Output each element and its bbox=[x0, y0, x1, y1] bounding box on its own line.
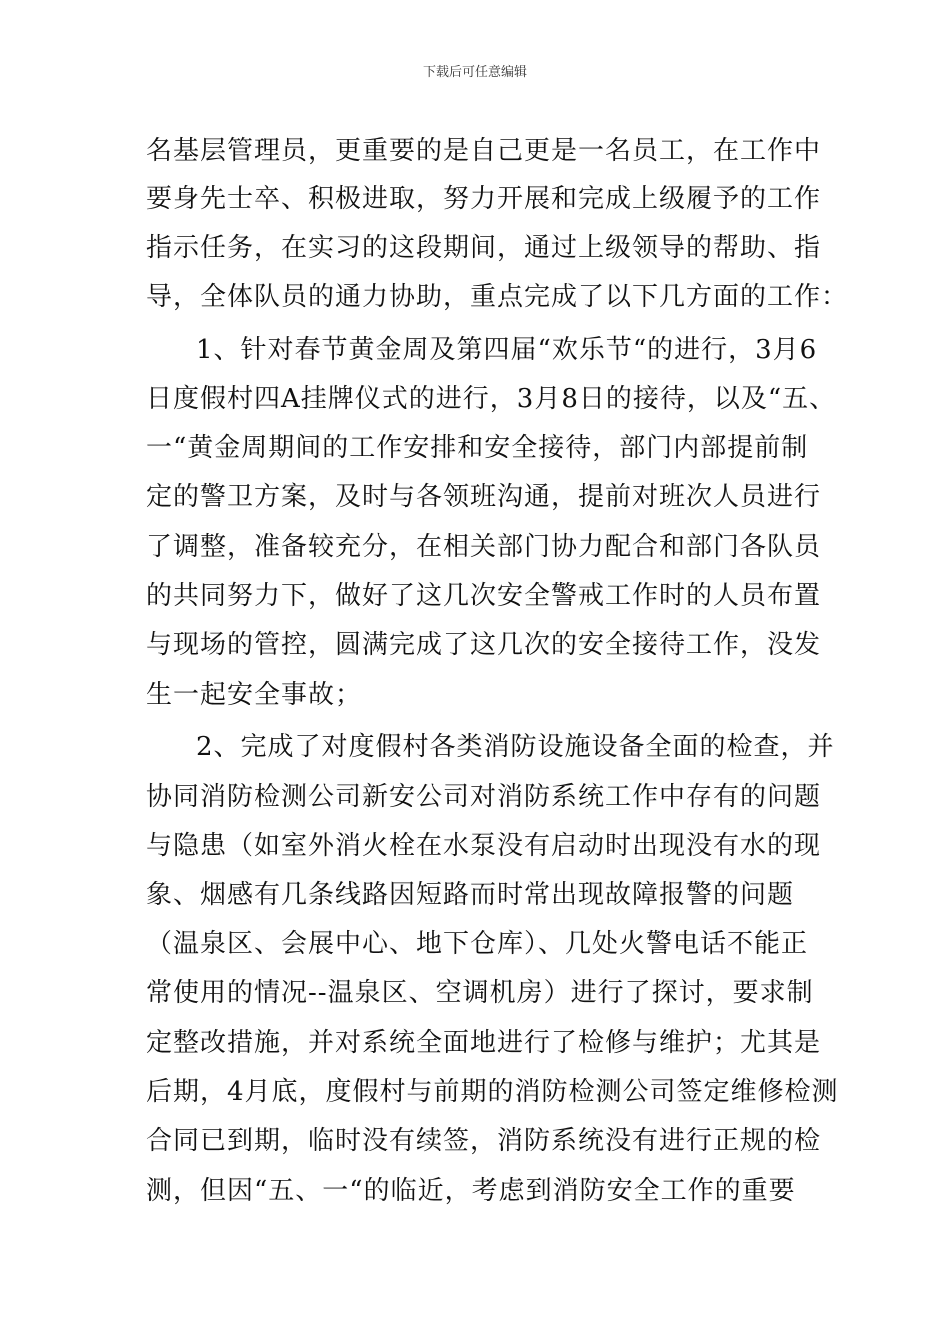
body-line: 要身先士卒、积极进取，努力开展和完成上级履予的工作 bbox=[146, 184, 822, 214]
body-line: 定的警卫方案，及时与各领班沟通，提前对班次人员进行 bbox=[146, 482, 822, 512]
body-line: 导，全体队员的通力协助，重点完成了以下几方面的工作： bbox=[146, 282, 849, 312]
body-line: 生一起安全事故； bbox=[146, 680, 363, 710]
body-line: 2、完成了对度假村各类消防设施设备全面的检查，并 bbox=[196, 732, 835, 762]
body-line: 常使用的情况--温泉区、空调机房）进行了探讨，要求制 bbox=[146, 978, 814, 1008]
body-line: 协同消防检测公司新安公司对消防系统工作中存有的问题 bbox=[146, 782, 822, 812]
body-line: 了调整，准备较充分，在相关部门协力配合和部门各队员 bbox=[146, 532, 822, 562]
page-header: 下载后可任意编辑 bbox=[422, 65, 527, 80]
body-line: 象、烟感有几条线路因短路而时常出现故障报警的问题 bbox=[146, 880, 795, 910]
body-line: 合同已到期，临时没有续签，消防系统没有进行正规的检 bbox=[146, 1126, 822, 1156]
body-line: 后期，4月底，度假村与前期的消防检测公司签定维修检测 bbox=[146, 1077, 839, 1107]
body-line: 1、针对春节黄金周及第四届“欢乐节“的进行，3月6 bbox=[196, 335, 818, 365]
body-line: 日度假村四A挂牌仪式的进行，3月8日的接待，以及“五、 bbox=[146, 384, 837, 414]
body-line: 指示任务，在实习的这段期间，通过上级领导的帮助、指 bbox=[146, 233, 822, 263]
body-line: 名基层管理员，更重要的是自己更是一名员工，在工作中 bbox=[146, 136, 822, 166]
body-line: （温泉区、会展中心、地下仓库）、几处火警电话不能正 bbox=[146, 929, 809, 959]
body-line: 与隐患（如室外消火栓在水泵没有启动时出现没有水的现 bbox=[146, 831, 822, 861]
body-line: 一“黄金周期间的工作安排和安全接待，部门内部提前制 bbox=[146, 433, 809, 463]
body-line: 测，但因“五、一“的临近，考虑到消防安全工作的重要 bbox=[146, 1176, 796, 1206]
body-line: 的共同努力下，做好了这几次安全警戒工作时的人员布置 bbox=[146, 581, 822, 611]
body-line: 定整改措施，并对系统全面地进行了检修与维护；尤其是 bbox=[146, 1028, 822, 1058]
body-line: 与现场的管控，圆满完成了这几次的安全接待工作，没发 bbox=[146, 630, 822, 660]
